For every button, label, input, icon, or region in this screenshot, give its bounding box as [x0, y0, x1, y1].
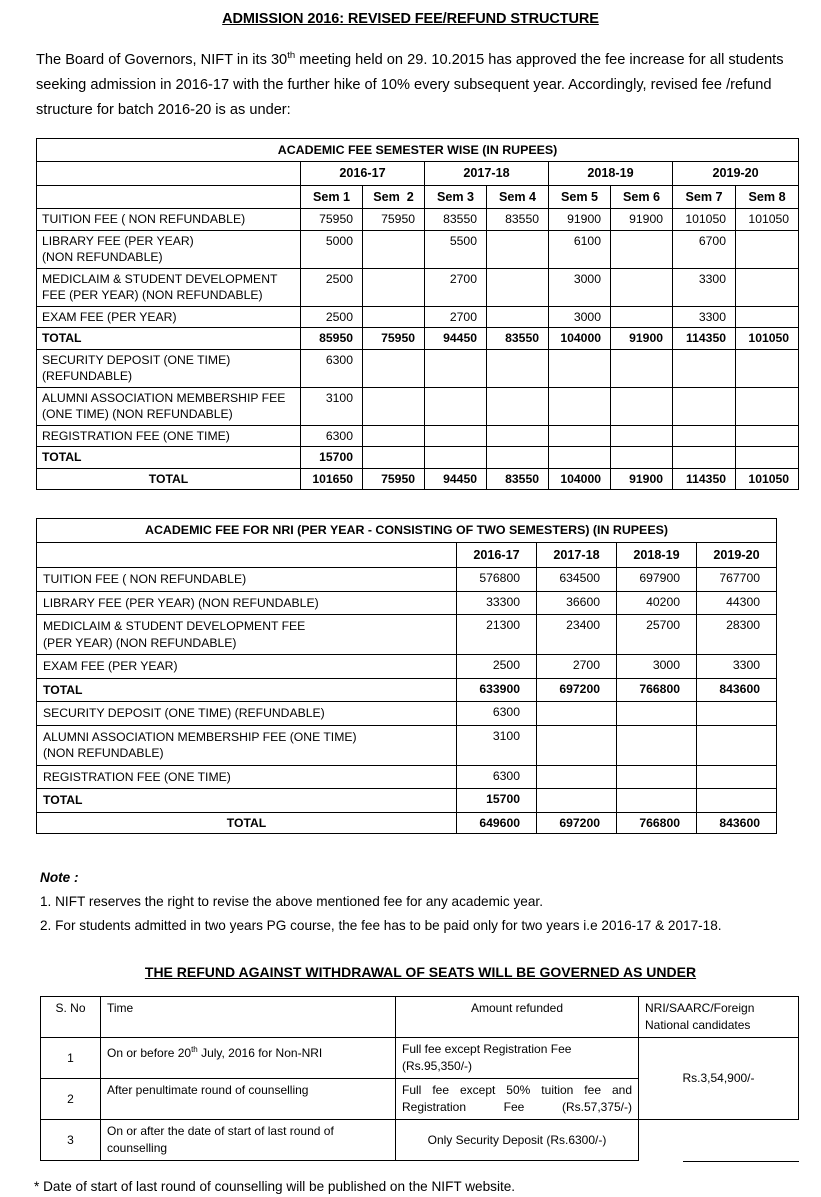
document-page: [0, 11, 821, 1197]
fee-cell: [363, 230, 425, 268]
fee-cell: 15700: [301, 447, 363, 469]
nri-table-header-row: [37, 519, 777, 543]
row-label: SECURITY DEPOSIT (ONE TIME) (REFUNDABLE): [37, 349, 301, 387]
refund-column-header-3: Amount refunded: [396, 997, 639, 1038]
table-row: [37, 268, 799, 306]
fee-cell: 6300: [457, 765, 537, 789]
fee-cell: 5000: [301, 230, 363, 268]
fee-cell: [617, 702, 697, 726]
table-row: [37, 655, 777, 679]
row-label: TOTAL: [37, 447, 301, 469]
nri-year-header-2: 2017-18: [537, 542, 617, 568]
refund-time: After penultimate round of counselling: [101, 1079, 396, 1120]
fee-cell: 697200: [537, 678, 617, 702]
fee-cell: [537, 789, 617, 813]
fee-cell: 91900: [611, 328, 673, 350]
fee-cell: [487, 387, 549, 425]
semester-header-7: Sem 7: [673, 185, 736, 209]
fee-cell: 576800: [457, 568, 537, 592]
refund-amount: Only Security Deposit (Rs.6300/-): [396, 1120, 639, 1161]
fee-cell: [673, 425, 736, 447]
fee-cell: 21300: [457, 615, 537, 655]
year-header-2: 2017-18: [425, 162, 549, 186]
fee-cell: 3000: [617, 655, 697, 679]
table-row: [37, 425, 799, 447]
note-heading: Note :: [40, 870, 79, 886]
fee-cell: 83550: [487, 209, 549, 231]
row-label: EXAM FEE (PER YEAR): [37, 306, 301, 328]
fee-cell: 23400: [537, 615, 617, 655]
fee-cell: [425, 349, 487, 387]
table-row: [37, 615, 777, 655]
fee-cell: 36600: [537, 591, 617, 615]
semester-table-banner: ACADEMIC FEE SEMESTER WISE (IN RUPEES): [37, 138, 799, 162]
refund-amount: Full fee except 50% tuition fee and Registration Fee (Rs.57,375/-): [396, 1079, 639, 1120]
fee-cell: 91900: [549, 209, 611, 231]
fee-cell: 843600: [697, 678, 777, 702]
nri-table-banner: ACADEMIC FEE FOR NRI (PER YEAR - CONSISTING OF TWO SEMESTERS) (IN RUPEES): [37, 519, 777, 543]
fee-cell: [736, 447, 799, 469]
semester-fee-table: [36, 138, 799, 491]
refund-column-header-2: Time: [101, 997, 396, 1038]
table-header-row: [37, 138, 799, 162]
cell-underline: [683, 1161, 799, 1162]
fee-cell: [425, 425, 487, 447]
table-row: [37, 230, 799, 268]
fee-cell: [736, 306, 799, 328]
fee-cell: 15700: [457, 789, 537, 813]
refund-header-row: [41, 997, 799, 1038]
intro-text-after-sup: meeting held on 29. 10.2015 has approved the fee increase for all students seeking admission in 2016-17 with the further hike of 10% every subsequent year. Accordingly, revised fee /refund structure for batch 2016-20 is as under:: [36, 51, 784, 118]
serial-number: 1: [41, 1038, 101, 1079]
table-row: [37, 725, 777, 765]
fee-cell: 6300: [301, 349, 363, 387]
grand-total-cell: 94450: [425, 468, 487, 490]
table-row: [37, 328, 799, 350]
fee-cell: 6300: [457, 702, 537, 726]
semester-header-1: Sem 1: [301, 185, 363, 209]
grand-total-cell: 83550: [487, 468, 549, 490]
fee-cell: 634500: [537, 568, 617, 592]
fee-cell: [487, 268, 549, 306]
fee-cell: [617, 789, 697, 813]
fee-cell: 2500: [457, 655, 537, 679]
row-label: EXAM FEE (PER YEAR): [37, 655, 457, 679]
fee-cell: [697, 702, 777, 726]
fee-cell: 3300: [697, 655, 777, 679]
intro-paragraph: [36, 43, 788, 123]
fee-cell: 3100: [301, 387, 363, 425]
grand-total-cell: 101650: [301, 468, 363, 490]
fee-cell: 6300: [301, 425, 363, 447]
fee-cell: 114350: [673, 328, 736, 350]
row-label: TOTAL: [37, 328, 301, 350]
fee-cell: [549, 425, 611, 447]
fee-cell: [487, 230, 549, 268]
semester-header-5: Sem 5: [549, 185, 611, 209]
fee-cell: [697, 789, 777, 813]
grand-total-cell: 75950: [363, 468, 425, 490]
fee-cell: 3000: [549, 306, 611, 328]
fee-cell: [363, 306, 425, 328]
table-row: [41, 1120, 799, 1161]
fee-cell: [617, 765, 697, 789]
fee-cell: [425, 447, 487, 469]
grand-total-cell: 697200: [537, 812, 617, 834]
row-label: MEDICLAIM & STUDENT DEVELOPMENT FEE (PER YEAR) (NON REFUNDABLE): [37, 268, 301, 306]
fee-cell: 2700: [425, 268, 487, 306]
fee-cell: 766800: [617, 678, 697, 702]
table-row: [37, 349, 799, 387]
fee-cell: [549, 387, 611, 425]
table-row: [37, 447, 799, 469]
serial-number: 3: [41, 1120, 101, 1161]
refund-time: On or before 20th July, 2016 for Non-NRI: [101, 1038, 396, 1079]
fee-cell: 83550: [487, 328, 549, 350]
fee-cell: [487, 306, 549, 328]
fee-cell: [537, 765, 617, 789]
fee-cell: [736, 387, 799, 425]
fee-cell: [697, 765, 777, 789]
fee-cell: 101050: [736, 209, 799, 231]
semester-header-6: Sem 6: [611, 185, 673, 209]
fee-cell: 633900: [457, 678, 537, 702]
fee-cell: [363, 268, 425, 306]
row-label: REGISTRATION FEE (ONE TIME): [37, 765, 457, 789]
row-label: ALUMNI ASSOCIATION MEMBERSHIP FEE (ONE TIME) (NON REFUNDABLE): [37, 725, 457, 765]
year-row-corner: [37, 162, 301, 186]
table-row: [37, 387, 799, 425]
nri-fee-table: [36, 518, 777, 834]
year-header-row: [37, 162, 799, 186]
fee-cell: 5500: [425, 230, 487, 268]
fee-cell: [736, 268, 799, 306]
table-row: [37, 306, 799, 328]
grand-total-label: TOTAL: [37, 468, 301, 490]
fee-cell: 91900: [611, 209, 673, 231]
fee-cell: [363, 447, 425, 469]
grand-total-label: TOTAL: [37, 812, 457, 834]
table-row: [37, 789, 777, 813]
table-row: [37, 702, 777, 726]
grand-total-cell: 649600: [457, 812, 537, 834]
ordinal-superscript: th: [191, 1045, 198, 1055]
fee-cell: [487, 447, 549, 469]
refund-column-header-1: S. No: [41, 997, 101, 1038]
intro-text-before-sup: The Board of Governors, NIFT in its 30: [36, 51, 288, 68]
table-row: [37, 678, 777, 702]
semester-header-8: Sem 8: [736, 185, 799, 209]
grand-total-cell: 843600: [697, 812, 777, 834]
nri-refund-empty-cell: [639, 1120, 799, 1161]
fee-cell: [673, 387, 736, 425]
fee-cell: 101050: [736, 328, 799, 350]
row-label: TUITION FEE ( NON REFUNDABLE): [37, 568, 457, 592]
refund-amount: Full fee except Registration Fee (Rs.95,350/-): [396, 1038, 639, 1079]
fee-cell: [611, 230, 673, 268]
fee-cell: [425, 387, 487, 425]
fee-cell: 94450: [425, 328, 487, 350]
row-label: LIBRARY FEE (PER YEAR) (NON REFUNDABLE): [37, 230, 301, 268]
semester-header-3: Sem 3: [425, 185, 487, 209]
fee-cell: [617, 725, 697, 765]
fee-cell: 40200: [617, 591, 697, 615]
fee-cell: [611, 349, 673, 387]
fee-cell: [736, 349, 799, 387]
fee-cell: 2700: [425, 306, 487, 328]
ordinal-superscript: th: [287, 50, 296, 61]
refund-table: [40, 996, 799, 1161]
fee-cell: [611, 306, 673, 328]
fee-cell: [549, 349, 611, 387]
fee-cell: 25700: [617, 615, 697, 655]
fee-cell: [611, 447, 673, 469]
grand-total-cell: 101050: [736, 468, 799, 490]
row-label: MEDICLAIM & STUDENT DEVELOPMENT FEE (PER YEAR) (NON REFUNDABLE): [37, 615, 457, 655]
fee-cell: 6100: [549, 230, 611, 268]
grand-total-cell: 91900: [611, 468, 673, 490]
grand-total-row: [37, 812, 777, 834]
nri-refund-amount: Rs.3,54,900/-: [639, 1038, 799, 1120]
note-block: [40, 866, 800, 938]
serial-number: 2: [41, 1079, 101, 1120]
table-row: [37, 209, 799, 231]
fee-cell: 75950: [301, 209, 363, 231]
nri-year-header-row: [37, 542, 777, 568]
fee-cell: [363, 425, 425, 447]
nri-year-row-corner: [37, 542, 457, 568]
fee-cell: 44300: [697, 591, 777, 615]
semester-header-row: [37, 185, 799, 209]
fee-cell: [673, 447, 736, 469]
fee-cell: 33300: [457, 591, 537, 615]
row-label: TUITION FEE ( NON REFUNDABLE): [37, 209, 301, 231]
fee-cell: [537, 725, 617, 765]
refund-time: On or after the date of start of last round of counselling: [101, 1120, 396, 1161]
fee-cell: 3100: [457, 725, 537, 765]
semester-header-2: Sem 2: [363, 185, 425, 209]
fee-cell: [697, 725, 777, 765]
footnote: * Date of start of last round of counselling will be published on the NIFT website.: [34, 1179, 516, 1195]
page-title: ADMISSION 2016: REVISED FEE/REFUND STRUCTURE: [222, 11, 599, 27]
fee-cell: 28300: [697, 615, 777, 655]
fee-cell: [736, 425, 799, 447]
grand-total-cell: 766800: [617, 812, 697, 834]
fee-cell: 75950: [363, 328, 425, 350]
fee-cell: 3300: [673, 268, 736, 306]
nri-year-header-3: 2018-19: [617, 542, 697, 568]
year-header-1: 2016-17: [301, 162, 425, 186]
row-label: TOTAL: [37, 678, 457, 702]
year-header-3: 2018-19: [549, 162, 673, 186]
fee-cell: 2500: [301, 306, 363, 328]
fee-cell: 101050: [673, 209, 736, 231]
fee-cell: 2700: [537, 655, 617, 679]
fee-cell: 3000: [549, 268, 611, 306]
semester-header-4: Sem 4: [487, 185, 549, 209]
grand-total-cell: 114350: [673, 468, 736, 490]
note-item-2: 2. For students admitted in two years PG course, the fee has to be paid only for two years i.e 2016-17 & 2017-18.: [40, 918, 722, 934]
semester-row-corner: [37, 185, 301, 209]
fee-cell: [537, 702, 617, 726]
nri-year-header-4: 2019-20: [697, 542, 777, 568]
row-label: LIBRARY FEE (PER YEAR) (NON REFUNDABLE): [37, 591, 457, 615]
fee-cell: [487, 425, 549, 447]
refund-section-title: THE REFUND AGAINST WITHDRAWAL OF SEATS WILL BE GOVERNED AS UNDER: [144, 964, 697, 981]
fee-cell: [611, 425, 673, 447]
fee-cell: 767700: [697, 568, 777, 592]
fee-cell: [363, 349, 425, 387]
fee-cell: 2500: [301, 268, 363, 306]
fee-cell: [611, 387, 673, 425]
fee-cell: 85950: [301, 328, 363, 350]
fee-cell: [487, 349, 549, 387]
grand-total-row: [37, 468, 799, 490]
table-row: [41, 1038, 799, 1079]
row-label: SECURITY DEPOSIT (ONE TIME) (REFUNDABLE): [37, 702, 457, 726]
grand-total-cell: 104000: [549, 468, 611, 490]
fee-cell: 6700: [673, 230, 736, 268]
table-row: [37, 568, 777, 592]
year-header-4: 2019-20: [673, 162, 799, 186]
row-label: TOTAL: [37, 789, 457, 813]
fee-cell: 104000: [549, 328, 611, 350]
refund-column-header-4: NRI/SAARC/Foreign National candidates: [639, 997, 799, 1038]
table-row: [37, 765, 777, 789]
row-label: REGISTRATION FEE (ONE TIME): [37, 425, 301, 447]
fee-cell: 3300: [673, 306, 736, 328]
table-row: [37, 591, 777, 615]
fee-cell: 697900: [617, 568, 697, 592]
fee-cell: [611, 268, 673, 306]
fee-cell: [363, 387, 425, 425]
fee-cell: [549, 447, 611, 469]
nri-year-header-1: 2016-17: [457, 542, 537, 568]
fee-cell: 83550: [425, 209, 487, 231]
fee-cell: [673, 349, 736, 387]
fee-cell: [736, 230, 799, 268]
note-item-1: 1. NIFT reserves the right to revise the above mentioned fee for any academic year.: [40, 894, 543, 910]
fee-cell: 75950: [363, 209, 425, 231]
row-label: ALUMNI ASSOCIATION MEMBERSHIP FEE (ONE TIME) (NON REFUNDABLE): [37, 387, 301, 425]
